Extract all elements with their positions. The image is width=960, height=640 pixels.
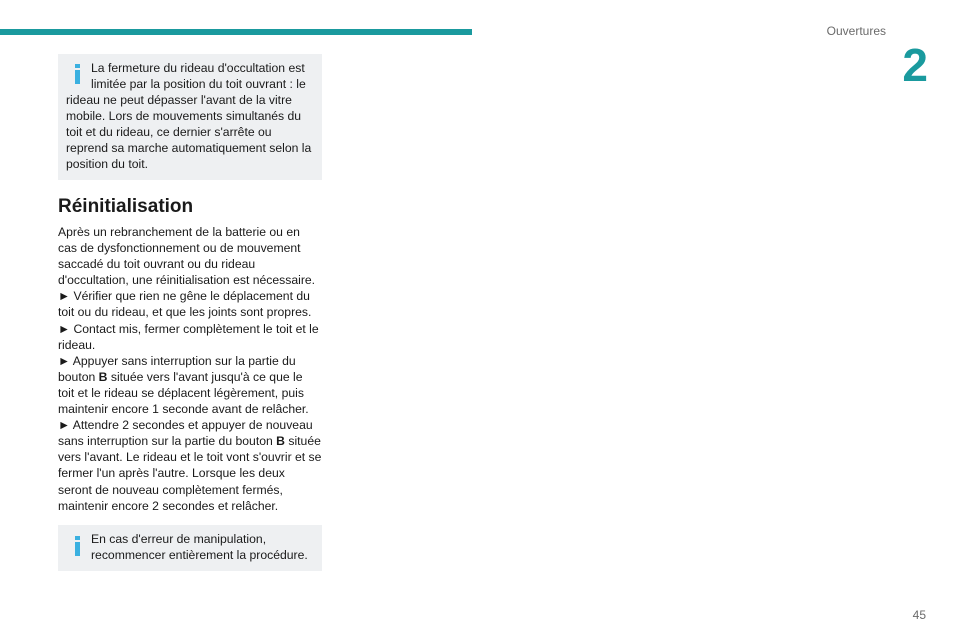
info-note-error — [58, 525, 322, 571]
reset-intro: Après un rebranchement de la batterie ou en cas de dysfonctionnement ou de mouvement saccadé du toit ouvrant ou du rideau d'occultation, une réinitialisation est nécessaire. — [58, 225, 316, 288]
page-content — [58, 54, 322, 571]
page-number: 45 — [912, 608, 926, 622]
note-line-2: limitée par la position du toit ouvrant : le — [91, 77, 306, 91]
note-text: En cas d'erreur de manipulation, recommencer entièrement la procédure. — [91, 531, 308, 562]
note-line-1: La fermeture du rideau d'occultation est — [91, 61, 305, 75]
reset-step-3: ► Appuyer sans interruption sur la partie du bouton B située vers l'avant jusqu'à ce que le toit et le rideau se déplacent légèrement, puis maintenir encore 1 seconde avant de relâcher. — [58, 353, 309, 417]
note-text: rideau ne peut dépasser l'avant de la vitre mobile. Lors de mouvements simultanés du toit et du rideau, ce dernier s'arrête ou reprend sa marche automatiquement selon la position du toit. — [66, 93, 312, 171]
reset-step-1: ► Vérifier que rien ne gêne le déplacement du toit ou du rideau, et que les joints sont propres. — [58, 289, 312, 320]
chapter-number: 2 — [902, 39, 928, 91]
info-icon — [70, 64, 86, 84]
section-heading: Réinitialisation — [58, 196, 194, 217]
button-b-label: B — [276, 434, 285, 449]
header-accent-bar — [0, 29, 472, 35]
reset-step-2: ► Contact mis, fermer complètement le toit et le rideau. — [58, 321, 319, 352]
info-note-curtain — [58, 54, 322, 180]
reset-instructions — [58, 224, 322, 514]
button-b-label: B — [98, 369, 108, 384]
reset-step-4: ► Attendre 2 secondes et appuyer de nouveau sans interruption sur la partie du bouton B située vers l'avant. Le rideau et le toit vont s'ouvrir et se fermer l'un après l'autre. Lorsque les deux seront de nouveau complètement fermés, maintenir encore 2 secondes et relâcher. — [58, 418, 322, 513]
section-title: Ouvertures — [826, 24, 886, 38]
info-icon — [70, 536, 86, 556]
